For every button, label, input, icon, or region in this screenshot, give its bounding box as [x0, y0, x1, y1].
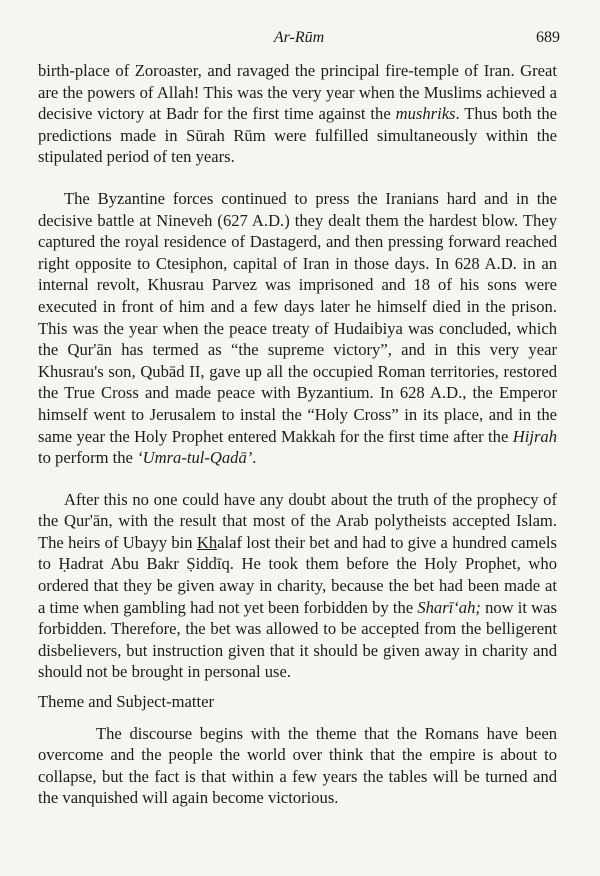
running-header: [38, 27, 560, 49]
paragraph-3: [38, 489, 557, 683]
text-run: now it was forbidden. Therefore, the bet was allowed to be accepted from the belligerent disbelievers, but instruction given that it should be given away in charity and should not be brought in personal use.: [38, 597, 557, 682]
text-run: .: [252, 448, 257, 468]
text-run: Theme and Subject-matter: [38, 692, 215, 712]
text-run: alaf lost their bet and had to give a hundred camels to Ḥadrat Abu Bakr Ṣiddīq. He took them before the Holy Prophet, who ordered that they be given away in charity, because the bet had been made at a time when gambling had not yet been forbidden by the: [38, 532, 557, 617]
italic-term: ‘Umra-tul-Qadā’: [137, 448, 253, 468]
text-run: to perform the: [38, 448, 138, 468]
paragraph-2: [38, 188, 557, 469]
text-run: birth-place of Zoroaster, and ravaged the principal fire-temple of Iran. Great are the powers of Allah! This was the very year when the Muslims achieved a decisive victory at Badr for the first time against the: [38, 61, 557, 124]
body-text: [38, 60, 557, 809]
text-run: After this no one could have any doubt about the truth of the prophecy of the Qur'ān, with the result that most of the Arab polytheists accepted Islam. The heirs of Ubayy bin: [38, 489, 557, 552]
underlined-transliteration: Kh: [196, 532, 218, 552]
page-number: 689: [536, 29, 560, 46]
text-run: The discourse begins with the theme that the Romans have been overcome and the people the world over think that the empire is about to collapse, but the fact is that within a few years the tables will be turned and the vanquished will again become victorious.: [38, 723, 557, 808]
text-run: The Byzantine forces continued to press the Iranians hard and in the decisive battle at Nineveh (627 A.D.) they dealt them the hardest blow. They captured the royal residence of Dastagerd, and then pressing forward reached right opposite to Ctesiphon, capital of Iran in those days. In 628 A.D. in an internal revolt, Khusrau Parvez was imprisoned and 18 of his sons were executed in front of him and a few days later he himself died in the prison. This was the year when the peace treaty of Hudaibiya was concluded, which the Qur'ān has termed as “the supreme victory”, and in this very year Khusrau's son, Qubād II, gave up all the occupied Roman territories, restored the True Cross and made peace with Byzantium. In 628 A.D., the Emperor himself went to Jerusalem to instal the “Holy Cross” in its place, and in the same year the Holy Prophet entered Makkah for the first time after the: [38, 188, 557, 446]
section-heading: [38, 691, 557, 713]
italic-term: mushriks: [395, 104, 456, 124]
paragraph-4: [38, 723, 557, 809]
italic-term: Sharī‘ah;: [417, 597, 481, 617]
italic-term: Hijrah: [512, 426, 557, 446]
chapter-title: Ar-Rūm: [273, 29, 325, 46]
paragraph-1: [38, 60, 557, 168]
text-run: . Thus both the predictions made in Sūrah Rūm were fulfilled simultaneously within the stipulated period of ten years.: [38, 104, 557, 167]
